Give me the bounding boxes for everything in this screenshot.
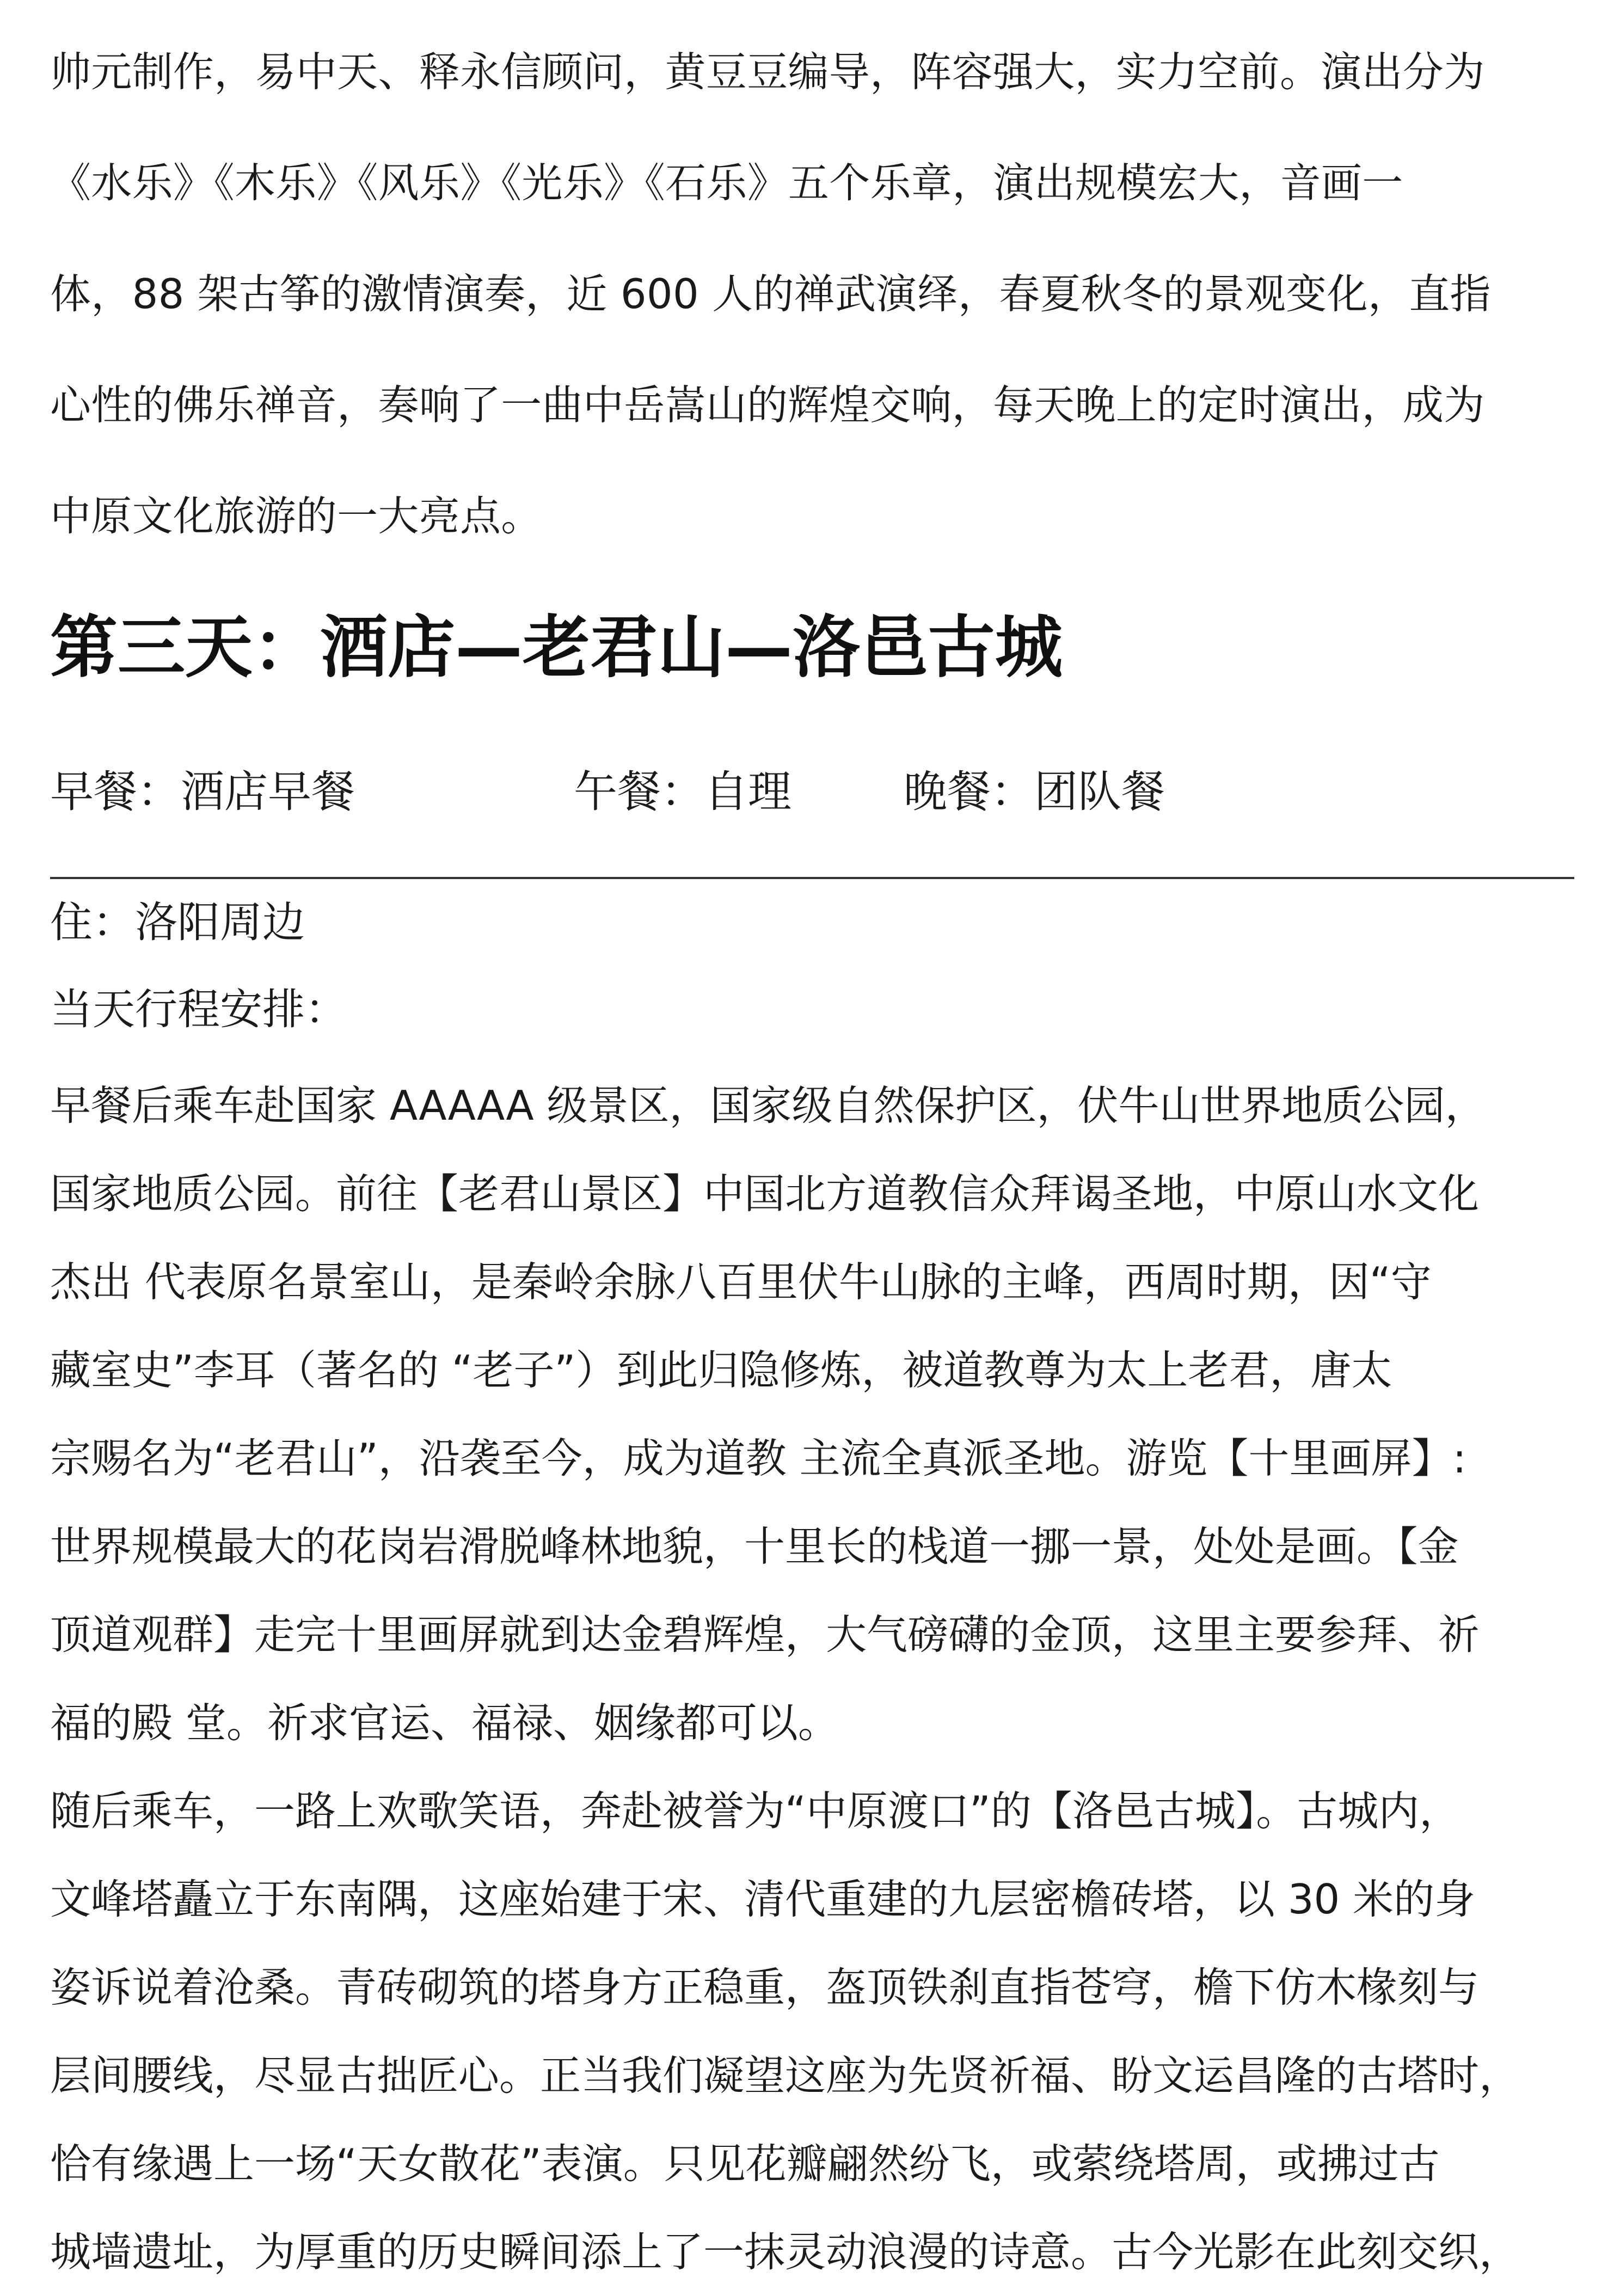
breakfast-text: 早餐：酒店早餐 (50, 766, 355, 817)
body-line: 恰有缘遇上一场“天女散花”表演。只见花瓣翩然纷飞，或萦绕塔周，或拂过古 (50, 2140, 1440, 2188)
intro-line: 帅元制作，易中天、释永信顾问，黄豆豆编导，阵容强大，实力空前。演出分为 (50, 48, 1485, 96)
body-line: 顶道观群】走完十里画屏就到达金碧辉煌，大气磅礴的金顶，这里主要参拜、祈 (50, 1611, 1480, 1659)
body-line: 宗赐名为“老君山”，沿袭至今，成为道教 主流全真派圣地。游览【十里画屏】: (50, 1434, 1466, 1482)
body-line: 杰出 代表原名景室山，是秦岭余脉八百里伏牛山脉的主峰，西周时期，因“守 (50, 1258, 1432, 1306)
body-line: 福的殿 堂。祈求官运、福禄、姻缘都可以。 (50, 1699, 839, 1747)
day-three-heading: 第三天：酒店—老君山—洛邑古城 (50, 609, 1063, 687)
body-line: 层间腰线，尽显古拙匠心。正当我们凝望这座为先贤祈福、盼文运昌隆的古塔时， (50, 2052, 1520, 2099)
intro-line: 中原文化旅游的一大亮点。 (50, 492, 542, 540)
body-line: 早餐后乘车赴国家 AAAAA 级景区，国家级自然保护区，伏牛山世界地质公园， (50, 1082, 1486, 1129)
intro-line: 《水乐》《木乐》《风乐》《光乐》《石乐》五个乐章，演出规模宏大，音画一 (50, 159, 1403, 207)
body-line: 世界规模最大的花岗岩滑脱峰林地貌，十里长的栈道一挪一景，处处是画。【金 (50, 1523, 1459, 1570)
intro-line: 心性的佛乐禅音，奏响了一曲中岳嵩山的辉煌交响，每天晚上的定时演出，成为 (50, 381, 1485, 429)
body-line: 国家地质公园。前往【老君山景区】中国北方道教信众拜谒圣地，中原山水文化 (50, 1170, 1480, 1218)
meals-row (50, 759, 1574, 825)
lunch-text: 午餐：自理 (574, 766, 791, 817)
body-line: 文峰塔矗立于东南隅，这座始建于宋、清代重建的九层密檐砖塔，以 30 米的身 (50, 1875, 1476, 1923)
schedule-title: 当天行程安排： (50, 985, 348, 1034)
dinner-text: 晚餐：团队餐 (904, 766, 1165, 817)
body-line: 城墙遗址，为厚重的历史瞬间添上了一抹灵动浪漫的诗意。古今光影在此刻交织， (50, 2228, 1520, 2276)
body-line: 随后乘车，一路上欢歌笑语，奔赴被誉为“中原渡口”的【洛邑古城】。古城内， (50, 1787, 1461, 1835)
body-line: 姿诉说着沧桑。青砖砌筑的塔身方正稳重，盔顶铁刹直指苍穹，檐下仿木椽刻与 (50, 1963, 1480, 2011)
intro-line: 体，88 架古筝的激情演奏，近 600 人的禅武演绎，春夏秋冬的景观变化，直指 (50, 270, 1491, 318)
accommodation-text: 住：洛阳周边 (50, 898, 305, 947)
divider-line (50, 877, 1574, 879)
itinerary-body (50, 1061, 1520, 2296)
intro-paragraph (50, 16, 1491, 572)
body-line: 藏室史”李耳（著名的 “老子”）到此归隐修炼，被道教尊为太上老君，唐太 (50, 1346, 1392, 1394)
